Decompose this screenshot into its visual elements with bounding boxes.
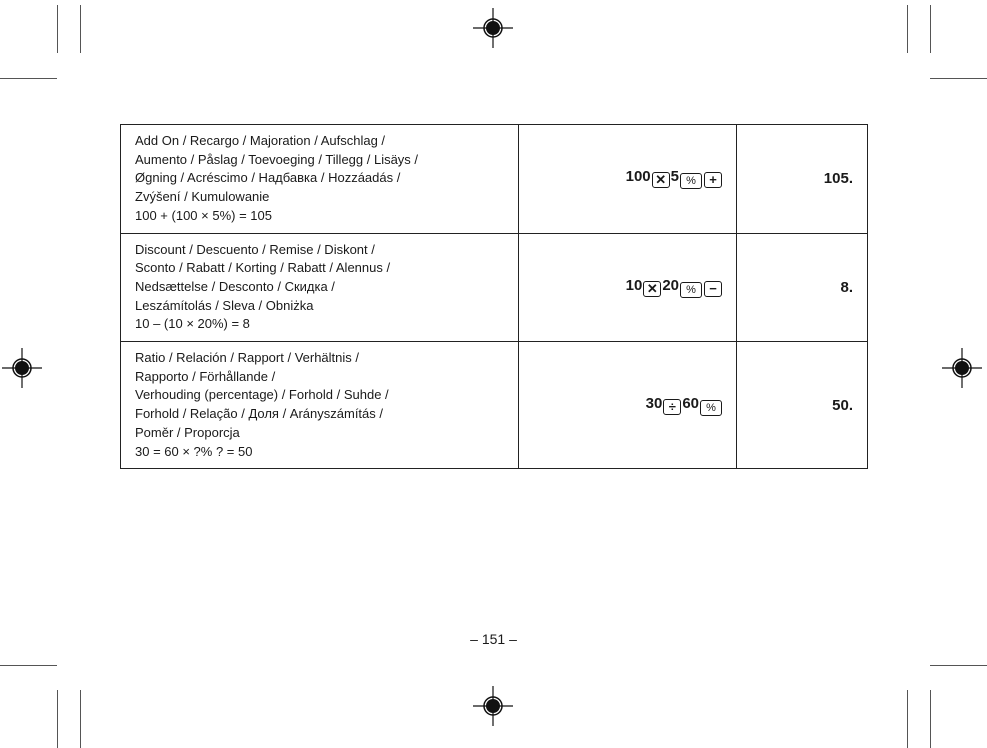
- description-line: Aumento / Påslag / Toevoeging / Tillegg / Lisäys /: [135, 151, 419, 167]
- key-digits: 10: [625, 276, 643, 294]
- description-line: Leszámítolás / Sleva / Obniżka: [135, 297, 314, 313]
- page-number: – 151 –: [470, 631, 517, 647]
- key-sequence: [519, 233, 737, 342]
- key-digits: 100: [625, 168, 651, 186]
- description-line: Nedsættelse / Desconto / Скидка /: [135, 278, 335, 294]
- crop-mark: [80, 5, 81, 53]
- table-row: [121, 233, 868, 342]
- multiply-key-icon: ✕: [643, 281, 661, 297]
- key-digits: 20: [662, 276, 679, 294]
- registration-mark-icon: [942, 348, 982, 388]
- description-line: Poměr / Proporcja: [135, 424, 240, 440]
- crop-mark: [57, 5, 58, 53]
- registration-mark-icon: [2, 348, 42, 388]
- percent-key-icon: %: [680, 282, 702, 298]
- description-line: Rapporto / Förhållande /: [135, 368, 276, 384]
- description-line: Ratio / Relación / Rapport / Verhältnis /: [135, 350, 360, 366]
- registration-mark-icon: [473, 8, 513, 48]
- crop-mark: [0, 78, 57, 79]
- crop-mark: [930, 78, 987, 79]
- operation-description: [121, 233, 519, 342]
- crop-mark: [80, 690, 81, 748]
- description-line: Sconto / Rabatt / Korting / Rabatt / Alennus /: [135, 260, 391, 276]
- display-result: 8.: [737, 233, 868, 342]
- percent-key-icon: %: [680, 173, 702, 189]
- registration-mark-icon: [473, 686, 513, 726]
- crop-mark: [930, 5, 931, 53]
- key-digits: 60: [682, 394, 699, 412]
- plus-key-icon: +: [704, 172, 722, 188]
- divide-key-icon: ÷: [663, 399, 681, 415]
- operation-description: [121, 125, 519, 234]
- key-digits: 5: [670, 168, 679, 186]
- key-sequence: [519, 342, 737, 469]
- description-line: Zvýšení / Kumulowanie: [135, 189, 270, 205]
- display-result: 105.: [737, 125, 868, 234]
- key-digits: 30: [645, 394, 663, 412]
- description-line: 100 + (100 × 5%) = 105: [135, 207, 272, 223]
- display-result: 50.: [737, 342, 868, 469]
- description-line: Verhouding (percentage) / Forhold / Suhde /: [135, 387, 389, 403]
- operation-description: [121, 342, 519, 469]
- minus-key-icon: −: [704, 281, 722, 297]
- calculation-examples-table: [120, 124, 868, 469]
- table-row: [121, 125, 868, 234]
- crop-mark: [907, 5, 908, 53]
- description-line: Øgning / Acréscimo / Надбавка / Hozzáadás /: [135, 170, 401, 186]
- crop-mark: [930, 690, 931, 748]
- multiply-key-icon: ✕: [652, 172, 670, 188]
- description-line: Discount / Descuento / Remise / Diskont /: [135, 241, 375, 257]
- crop-mark: [907, 690, 908, 748]
- crop-mark: [930, 665, 987, 666]
- description-line: Add On / Recargo / Majoration / Aufschlag /: [135, 133, 386, 148]
- crop-mark: [57, 690, 58, 748]
- description-line: 10 – (10 × 20%) = 8: [135, 316, 250, 332]
- description-line: 30 = 60 × ?% ? = 50: [135, 443, 253, 459]
- percent-key-icon: %: [700, 400, 722, 416]
- table-row: [121, 342, 868, 469]
- key-sequence: [519, 125, 737, 234]
- crop-mark: [0, 665, 57, 666]
- description-line: Forhold / Relação / Доля / Arányszámítás /: [135, 406, 383, 422]
